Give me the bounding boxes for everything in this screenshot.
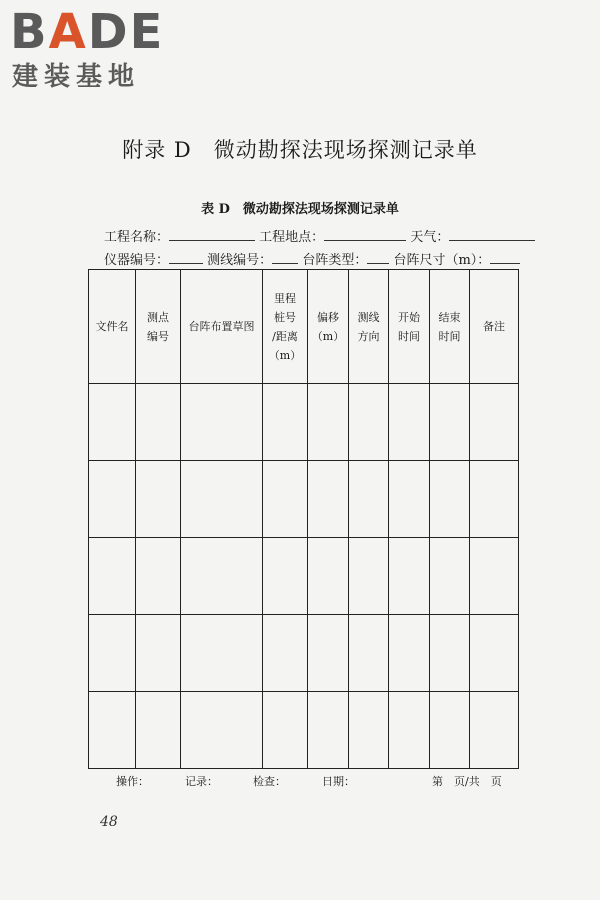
column-header-line: 里程 [274, 291, 296, 305]
column-header-line: 台阵布置草图 [188, 320, 255, 333]
column-header [136, 270, 181, 384]
logo-letters-prefix: B [10, 4, 49, 60]
bade-logo [10, 6, 185, 96]
column-header-line: 开始 [398, 310, 420, 324]
table-cell[interactable] [389, 615, 430, 692]
operator-label: 操作： [116, 775, 149, 788]
table-cell[interactable] [389, 384, 430, 461]
table-cell[interactable] [349, 615, 389, 692]
table-cell[interactable] [263, 461, 308, 538]
column-header [430, 270, 470, 384]
table-cell[interactable] [470, 461, 519, 538]
column-header [308, 270, 349, 384]
column-header [389, 270, 430, 384]
appendix-title: 附录 D 微动勘探法现场探测记录单 [122, 138, 478, 162]
table-cell[interactable] [349, 692, 389, 769]
column-header-line: 方向 [357, 329, 380, 343]
checker-label: 检查： [253, 775, 286, 788]
table-cell[interactable] [430, 692, 470, 769]
column-header-line: /距离 [272, 329, 298, 343]
table-cell[interactable] [136, 538, 181, 615]
table-cell[interactable] [89, 538, 136, 615]
weather-label: 天气： [410, 230, 450, 245]
table-cell[interactable] [263, 615, 308, 692]
column-header-line: （m） [268, 348, 302, 362]
column-header-line: （m） [311, 329, 345, 343]
array-type-label: 台阵类型： [302, 253, 368, 268]
table-cell[interactable] [263, 692, 308, 769]
column-header [89, 270, 136, 384]
table-cell[interactable] [181, 692, 263, 769]
table-row [89, 384, 519, 461]
weather-blank[interactable] [449, 228, 535, 241]
column-header-line: 偏移 [317, 310, 339, 324]
column-header [349, 270, 389, 384]
table-row [89, 538, 519, 615]
table-cell[interactable] [89, 461, 136, 538]
table-cell[interactable] [89, 692, 136, 769]
table-cell[interactable] [389, 692, 430, 769]
recorder-label: 记录： [185, 775, 218, 788]
line-no-blank[interactable] [272, 251, 298, 264]
page-number: 48 [100, 814, 118, 830]
array-type-blank[interactable] [367, 251, 389, 264]
table-row [89, 461, 519, 538]
table-cell[interactable] [181, 615, 263, 692]
column-header-line: 文件名 [95, 320, 129, 333]
column-header-line: 测点 [147, 310, 169, 324]
table-cell[interactable] [181, 461, 263, 538]
table-cell[interactable] [430, 538, 470, 615]
array-size-blank[interactable] [490, 251, 520, 264]
line-no-label: 测线编号： [207, 253, 273, 268]
table-cell[interactable] [308, 538, 349, 615]
project-location-blank[interactable] [324, 228, 406, 241]
table-cell[interactable] [389, 461, 430, 538]
instrument-no-label: 仪器编号： [104, 253, 170, 268]
table-cell[interactable] [89, 384, 136, 461]
logo-subtitle: 建装基地 [12, 62, 141, 92]
table-cell[interactable] [430, 384, 470, 461]
table-cell[interactable] [308, 461, 349, 538]
logo-letters-suffix: DE [87, 4, 165, 60]
table-cell[interactable] [470, 384, 519, 461]
table-cell[interactable] [389, 538, 430, 615]
table-cell[interactable] [349, 538, 389, 615]
table-cell[interactable] [470, 615, 519, 692]
project-name-blank[interactable] [169, 228, 255, 241]
date-label: 日期： [322, 775, 355, 788]
table-cell[interactable] [308, 615, 349, 692]
column-header-line: 结束 [438, 310, 461, 324]
table-cell[interactable] [470, 538, 519, 615]
table-cell[interactable] [136, 461, 181, 538]
column-header [470, 270, 519, 384]
table-cell[interactable] [181, 538, 263, 615]
table-cell[interactable] [89, 615, 136, 692]
table-cell[interactable] [430, 615, 470, 692]
table-header-row [89, 270, 519, 384]
table-cell[interactable] [308, 692, 349, 769]
table-cell[interactable] [308, 384, 349, 461]
table-cell[interactable] [263, 384, 308, 461]
project-name-label: 工程名称： [104, 230, 170, 245]
instrument-no-blank[interactable] [169, 251, 203, 264]
column-header [263, 270, 308, 384]
column-header-line: 编号 [147, 329, 169, 343]
project-location-label: 工程地点： [259, 230, 325, 245]
column-header-line: 时间 [398, 329, 420, 343]
column-header-line: 桩号 [274, 310, 296, 324]
table-row [89, 692, 519, 769]
table-cell[interactable] [136, 692, 181, 769]
table-body [89, 384, 519, 769]
meta-line-instrument [104, 249, 520, 268]
table-cell[interactable] [470, 692, 519, 769]
table-cell[interactable] [136, 384, 181, 461]
logo-letter-accent: A [48, 4, 88, 60]
column-header-line: 备注 [483, 320, 505, 333]
table-caption: 表 D 微动勘探法现场探测记录单 [201, 202, 399, 217]
table-cell[interactable] [430, 461, 470, 538]
array-size-label: 台阵尺寸（m）： [393, 253, 491, 268]
column-header-line: 时间 [438, 329, 461, 343]
table-cell[interactable] [263, 538, 308, 615]
table-cell[interactable] [181, 384, 263, 461]
record-table [88, 269, 519, 769]
table-cell[interactable] [349, 384, 389, 461]
table-cell[interactable] [349, 461, 389, 538]
column-header-line: 测线 [357, 310, 380, 324]
table-row [89, 615, 519, 692]
meta-line-project [104, 226, 535, 245]
page-indicator: 第 页/共 页 [432, 775, 502, 788]
column-header [181, 270, 263, 384]
logo-wordmark [10, 6, 164, 58]
table-cell[interactable] [136, 615, 181, 692]
